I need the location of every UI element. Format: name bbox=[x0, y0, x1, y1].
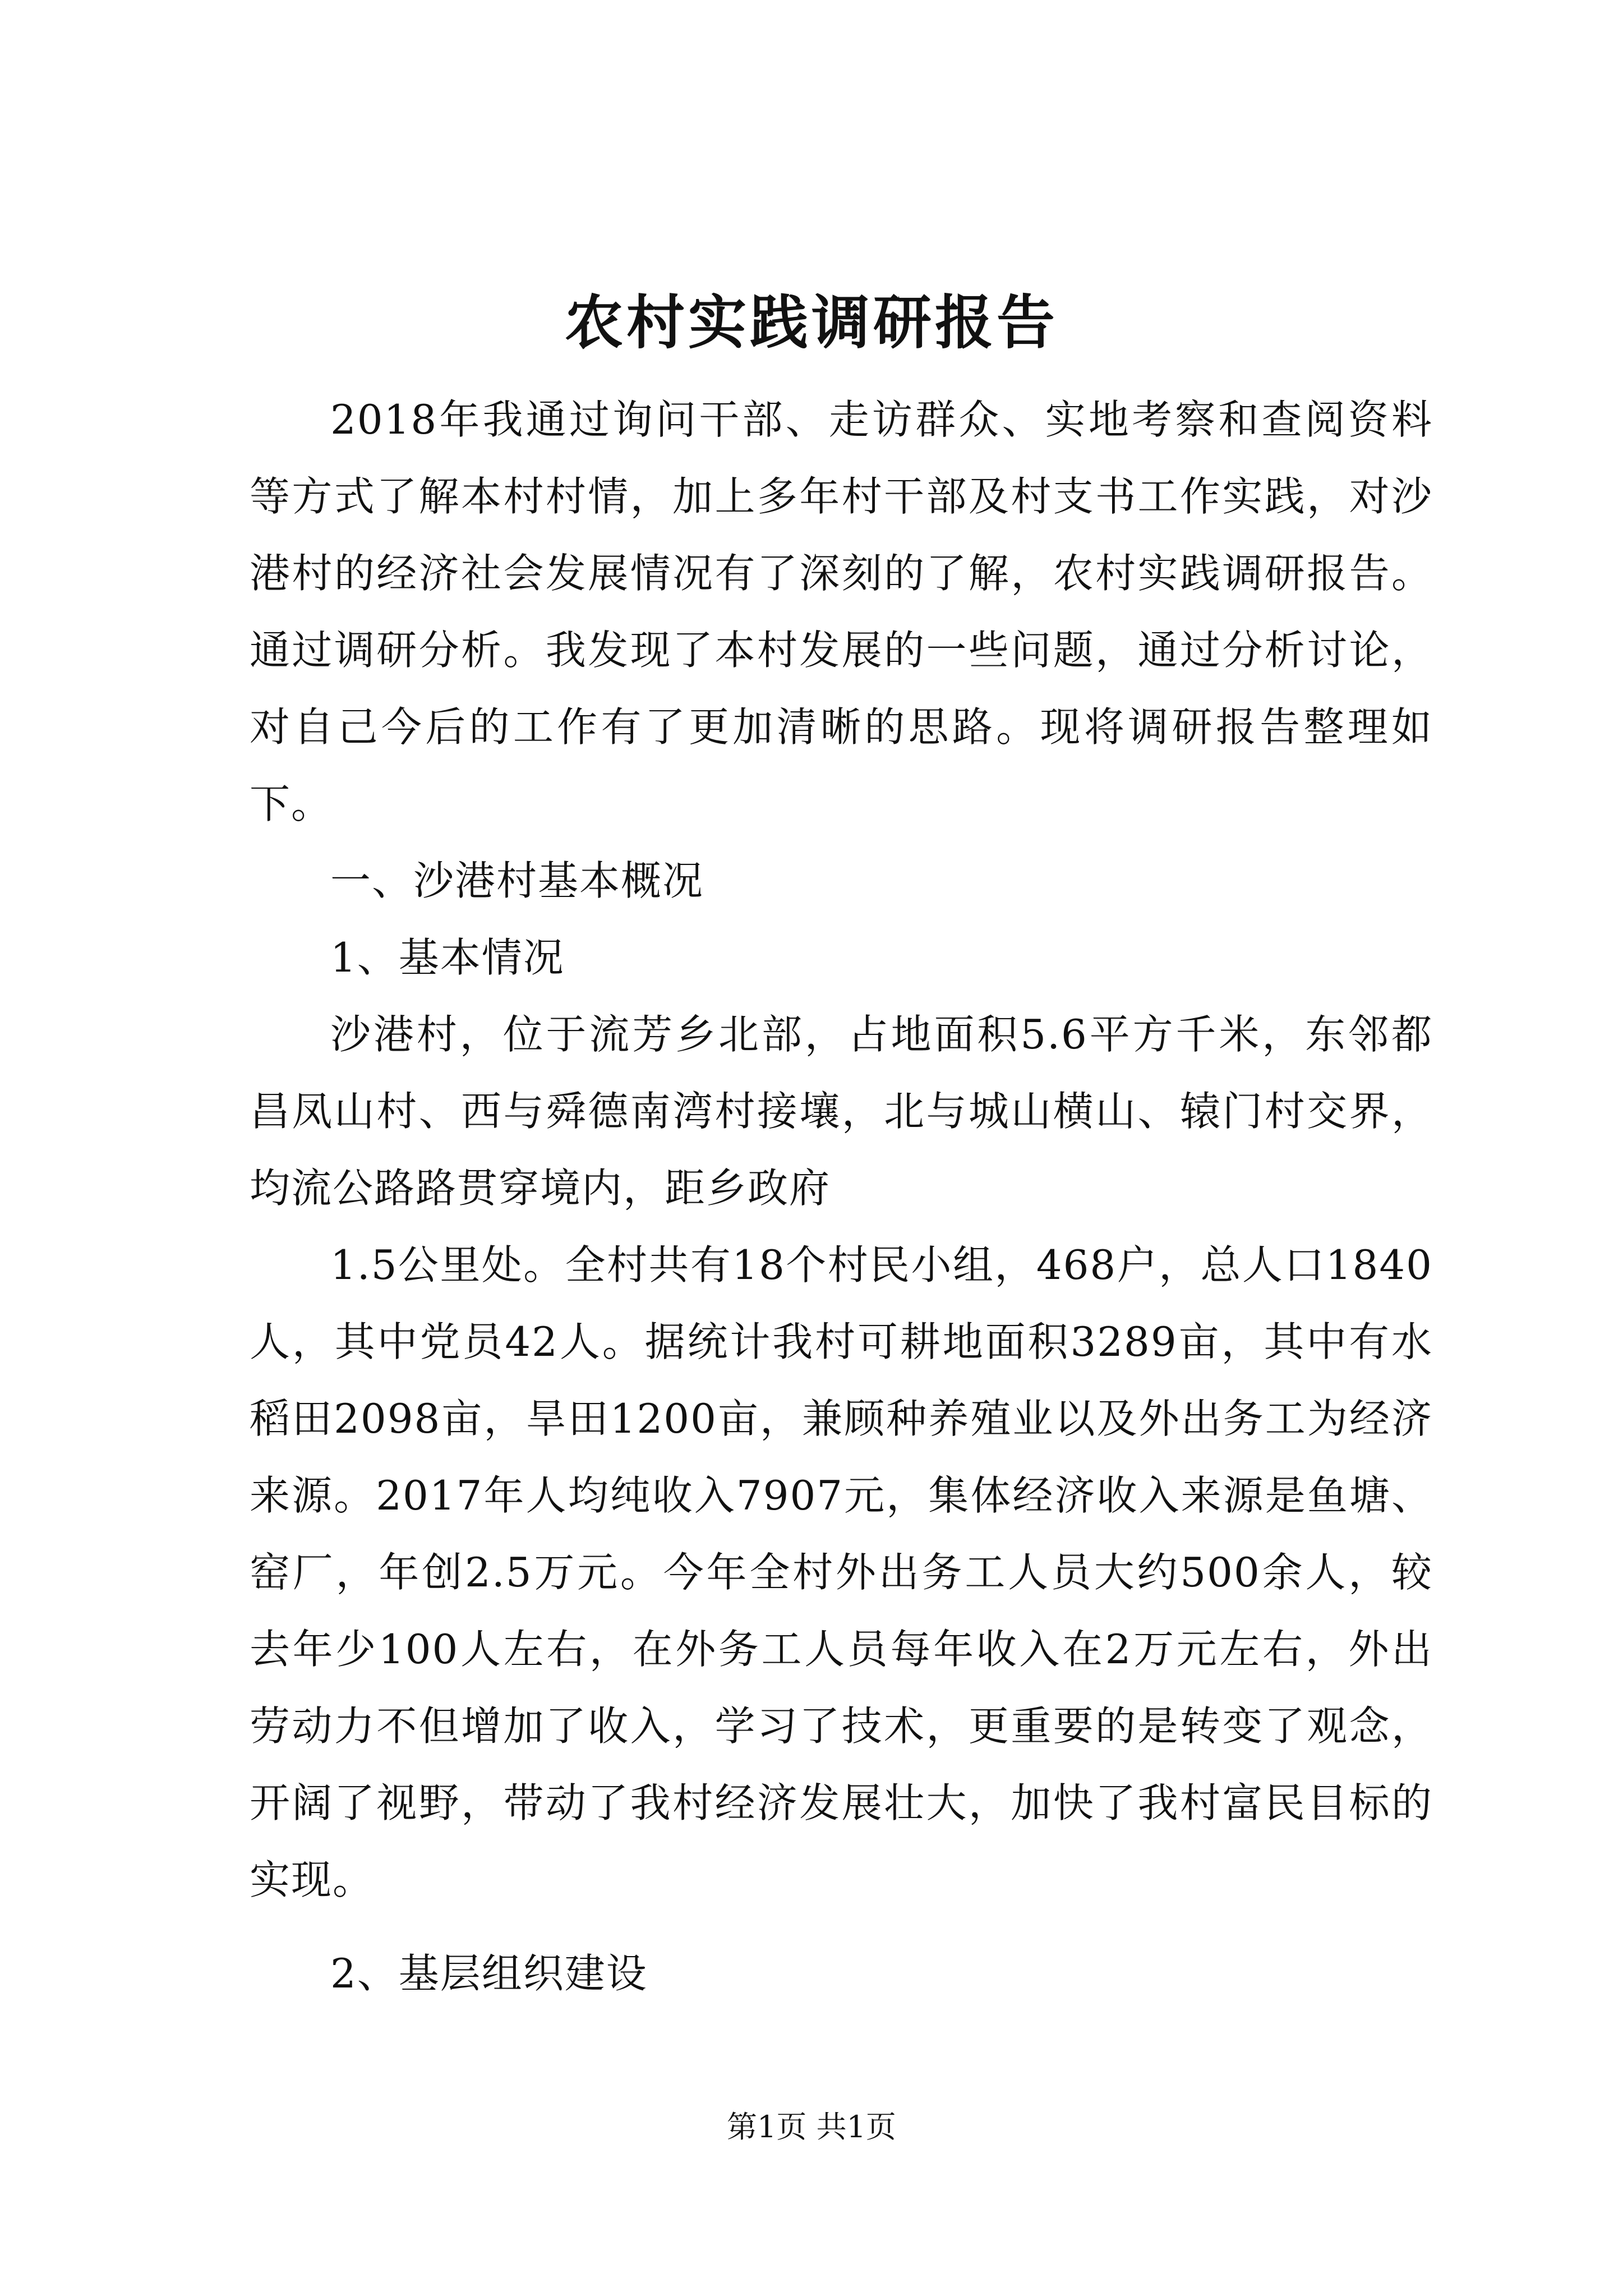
body-paragraph: 1.5公里处。全村共有18个村民小组，468户，总人口1840人，其中党员42人。据统计我村可耕地面积3289亩，其中有水稻田2098亩，旱田1200亩，兼顾种养殖业以及外出务工为经济来源。2017年人均纯收入7907元，集体经济收入来源是鱼塘、窑厂，年创2.5万元。今年全村外出务工人员大约500余人，较去年少100人左右，在外务工人员每年收入在2万元左右，外出劳动力不但增加了收入，学习了技术，更重要的是转变了观念，开阔了视野，带动了我村经济发展壮大，加快了我村富民目标的实现。 bbox=[250, 1241, 1433, 1903]
document-title: 农村实践调研报告 bbox=[564, 288, 1058, 357]
body-paragraph: 沙港村，位于流芳乡北部，占地面积5.6平方千米，东邻都昌凤山村、西与舜德南湾村接壤，北与城山横山、辕门村交界，均流公路路贯穿境内，距乡政府 bbox=[250, 1011, 1433, 1212]
intro-paragraph: 2018年我通过询问干部、走访群众、实地考察和查阅资料等方式了解本村村情，加上多年村干部及村支书工作实践，对沙港村的经济社会发展情况有了深刻的了解，农村实践调研报告。通过调研分析。我发现了本村发展的一些问题，通过分析讨论，对自己今后的工作有了更加清晰的思路。现将调研报告整理如下。 bbox=[250, 396, 1433, 827]
page-indicator: 第1页 共1页 bbox=[727, 2109, 896, 2145]
document-body bbox=[250, 381, 1433, 2012]
subsection-heading: 2、基层组织建设 bbox=[330, 1950, 648, 1997]
subsection-heading: 1、基本情况 bbox=[330, 934, 565, 981]
section-heading: 一、沙港村基本概况 bbox=[330, 857, 704, 904]
